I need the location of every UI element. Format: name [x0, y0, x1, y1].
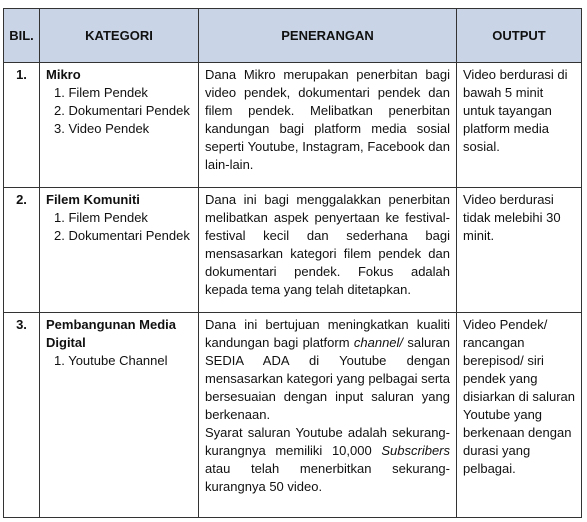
table-row — [4, 313, 582, 518]
list-item: 1. Filem Pendek — [54, 85, 148, 100]
category-name: Filem Komuniti — [46, 192, 140, 207]
category-cell — [40, 63, 199, 188]
description-text: Syarat saluran Youtube adalah sekurang-kurangnya memiliki 10,000 — [205, 425, 450, 458]
category-cell — [40, 188, 199, 313]
output-cell: Video Pendek/ rancangan berepisod/ siri pendek yang disiarkan di saluran Youtube yang berkenaan dengan durasi yang pelbagai. — [457, 313, 582, 518]
description-paragraph-2 — [205, 424, 450, 496]
category-name: Pembangunan Media Digital — [46, 317, 177, 350]
row-number: 3. — [4, 313, 40, 518]
description-italic: channel/ — [353, 335, 404, 350]
description-paragraph-1 — [205, 316, 450, 424]
header-bil: BIL. — [4, 9, 40, 63]
row-number: 1. — [4, 63, 40, 188]
list-item: 2. Dokumentari Pendek — [54, 103, 190, 118]
category-table — [3, 8, 582, 518]
output-cell: Video berdurasi di bawah 5 minit untuk tayangan platform media sosial. — [457, 63, 582, 188]
description-cell — [199, 313, 457, 518]
description-italic: Subscribers — [381, 443, 450, 458]
category-list — [46, 209, 194, 245]
description-cell — [199, 188, 457, 313]
header-row — [4, 9, 582, 63]
description-text: atau telah menerbitkan sekurang-kurangnya 50 video. — [205, 461, 450, 494]
category-name: Mikro — [46, 67, 81, 82]
header-kategori: KATEGORI — [40, 9, 199, 63]
list-item: 1. Youtube Channel — [54, 353, 168, 368]
category-list — [46, 84, 194, 138]
description-cell — [199, 63, 457, 188]
header-output: OUTPUT — [457, 9, 582, 63]
list-item: 3. Video Pendek — [54, 121, 150, 136]
table-row — [4, 63, 582, 188]
description-text: Dana ini bertujuan meningkatkan kualiti kandungan bagi platform — [205, 317, 450, 350]
row-number: 2. — [4, 188, 40, 313]
table-row — [4, 188, 582, 313]
category-list — [46, 352, 194, 370]
list-item: 2. Dokumentari Pendek — [54, 228, 190, 243]
description-text: saluran SEDIA ADA di Youtube dengan mensasarkan kategori yang pelbagai serta bersesuaian dengan input saluran yang berkenaan. — [205, 335, 450, 422]
description-text: Dana Mikro merupakan penerbitan bagi video pendek, dokumentari pendek dan filem pendek. Melibatkan penerbitan kandungan bagi platform media sosial seperti Youtube, Instagram, Facebook dan lain-lain. — [205, 67, 450, 172]
list-item: 1. Filem Pendek — [54, 210, 148, 225]
category-cell — [40, 313, 199, 518]
description-text: Dana ini bagi menggalakkan penerbitan melibatkan aspek penyertaan ke festival-festival kecil dan sederhana bagi mensasarkan kategori filem pendek dan dokumentari pendek. Fokus adalah kepada tema yang telah ditetapkan. — [205, 192, 450, 297]
output-cell: Video berdurasi tidak melebihi 30 minit. — [457, 188, 582, 313]
header-penerangan: PENERANGAN — [199, 9, 457, 63]
